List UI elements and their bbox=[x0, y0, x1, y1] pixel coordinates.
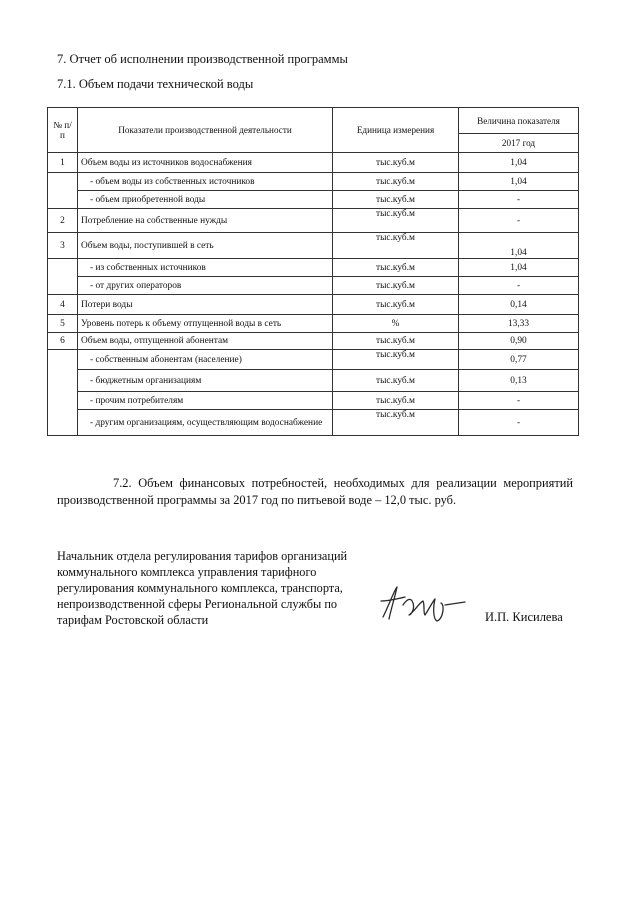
table-row bbox=[48, 191, 579, 209]
cell-num: 2 bbox=[48, 209, 78, 233]
cell-indicator: - бюджетным организациям bbox=[78, 370, 333, 392]
financial-needs-paragraph bbox=[57, 475, 573, 509]
cell-indicator: - объем воды из собственных источников bbox=[78, 173, 333, 191]
cell-value: 1,04 bbox=[459, 233, 579, 259]
cell-num: 5 bbox=[48, 315, 78, 333]
subsection-title: 7.1. Объем подачи технической воды bbox=[57, 77, 254, 91]
cell-unit: тыс.куб.м bbox=[333, 350, 459, 370]
cell-indicator: Уровень потерь к объему отпущенной воды в сеть bbox=[78, 315, 333, 333]
cell-value: 1,04 bbox=[459, 173, 579, 191]
cell-value: - bbox=[459, 392, 579, 410]
cell-num bbox=[48, 350, 78, 436]
handwritten-signature bbox=[375, 575, 475, 630]
header-indicator: Показатели производственной деятельности bbox=[78, 108, 333, 153]
table-row bbox=[48, 259, 579, 277]
cell-unit: тыс.куб.м bbox=[333, 333, 459, 350]
cell-num bbox=[48, 173, 78, 209]
cell-num bbox=[48, 259, 78, 295]
cell-value: - bbox=[459, 277, 579, 295]
cell-indicator: - собственным абонентам (население) bbox=[78, 350, 333, 370]
cell-unit: % bbox=[333, 315, 459, 333]
cell-indicator: - прочим потребителям bbox=[78, 392, 333, 410]
cell-indicator: Объем воды из источников водоснабжения bbox=[78, 153, 333, 173]
table-row bbox=[48, 295, 579, 315]
cell-indicator: - от других операторов bbox=[78, 277, 333, 295]
cell-value: 0,90 bbox=[459, 333, 579, 350]
table-row bbox=[48, 233, 579, 259]
cell-num: 4 bbox=[48, 295, 78, 315]
cell-indicator: - другим организациям, осуществляющим водоснабжение bbox=[78, 410, 333, 436]
cell-indicator: Потери воды bbox=[78, 295, 333, 315]
section-title: 7. Отчет об исполнении производственной программы bbox=[57, 52, 348, 66]
table-row bbox=[48, 410, 579, 436]
header-year: 2017 год bbox=[459, 134, 579, 153]
cell-unit: тыс.куб.м bbox=[333, 153, 459, 173]
table-row bbox=[48, 350, 579, 370]
cell-unit: тыс.куб.м bbox=[333, 295, 459, 315]
cell-num: 6 bbox=[48, 333, 78, 350]
table-row bbox=[48, 173, 579, 191]
table-row bbox=[48, 315, 579, 333]
cell-value: 0,13 bbox=[459, 370, 579, 392]
cell-unit: тыс.куб.м bbox=[333, 233, 459, 259]
table-row bbox=[48, 333, 579, 350]
cell-indicator: Объем воды, поступившей в сеть bbox=[78, 233, 333, 259]
table-row bbox=[48, 209, 579, 233]
cell-num: 3 bbox=[48, 233, 78, 259]
cell-indicator: Потребление на собственные нужды bbox=[78, 209, 333, 233]
cell-indicator: - из собственных источников bbox=[78, 259, 333, 277]
header-unit: Единица измерения bbox=[333, 108, 459, 153]
cell-value: - bbox=[459, 410, 579, 436]
cell-unit: тыс.куб.м bbox=[333, 209, 459, 233]
cell-unit: тыс.куб.м bbox=[333, 410, 459, 436]
cell-unit: тыс.куб.м bbox=[333, 370, 459, 392]
signatory-title: Начальник отдела регулирования тарифов организаций коммунального комплекса управления тарифного регулирования коммунального комплекса, транспорта, непроизводственной сферы Региональной службы по тарифам Ростовской области bbox=[57, 549, 348, 627]
cell-value: - bbox=[459, 209, 579, 233]
cell-value: 13,33 bbox=[459, 315, 579, 333]
table-row bbox=[48, 370, 579, 392]
cell-unit: тыс.куб.м bbox=[333, 277, 459, 295]
cell-unit: тыс.куб.м bbox=[333, 173, 459, 191]
header-value: Величина показателя bbox=[459, 108, 579, 134]
table-header-row bbox=[48, 108, 579, 134]
cell-indicator: - объем приобретенной воды bbox=[78, 191, 333, 209]
cell-unit: тыс.куб.м bbox=[333, 259, 459, 277]
cell-value: 1,04 bbox=[459, 153, 579, 173]
table-row bbox=[48, 277, 579, 295]
cell-value: 0,77 bbox=[459, 350, 579, 370]
paragraph-text: 7.2. Объем финансовых потребностей, необходимых для реализации мероприятий производственной программы за 2017 год по питьевой воде – 12,0 тыс. руб. bbox=[57, 476, 573, 507]
cell-value: - bbox=[459, 191, 579, 209]
cell-value: 1,04 bbox=[459, 259, 579, 277]
signatory-name: И.П. Кисилева bbox=[485, 610, 563, 624]
cell-unit: тыс.куб.м bbox=[333, 191, 459, 209]
cell-num: 1 bbox=[48, 153, 78, 173]
cell-unit: тыс.куб.м bbox=[333, 392, 459, 410]
table-row bbox=[48, 392, 579, 410]
water-supply-table bbox=[47, 107, 579, 436]
cell-value: 0,14 bbox=[459, 295, 579, 315]
header-num: № п/п bbox=[48, 108, 78, 153]
cell-indicator: Объем воды, отпущенной абонентам bbox=[78, 333, 333, 350]
table-row bbox=[48, 153, 579, 173]
